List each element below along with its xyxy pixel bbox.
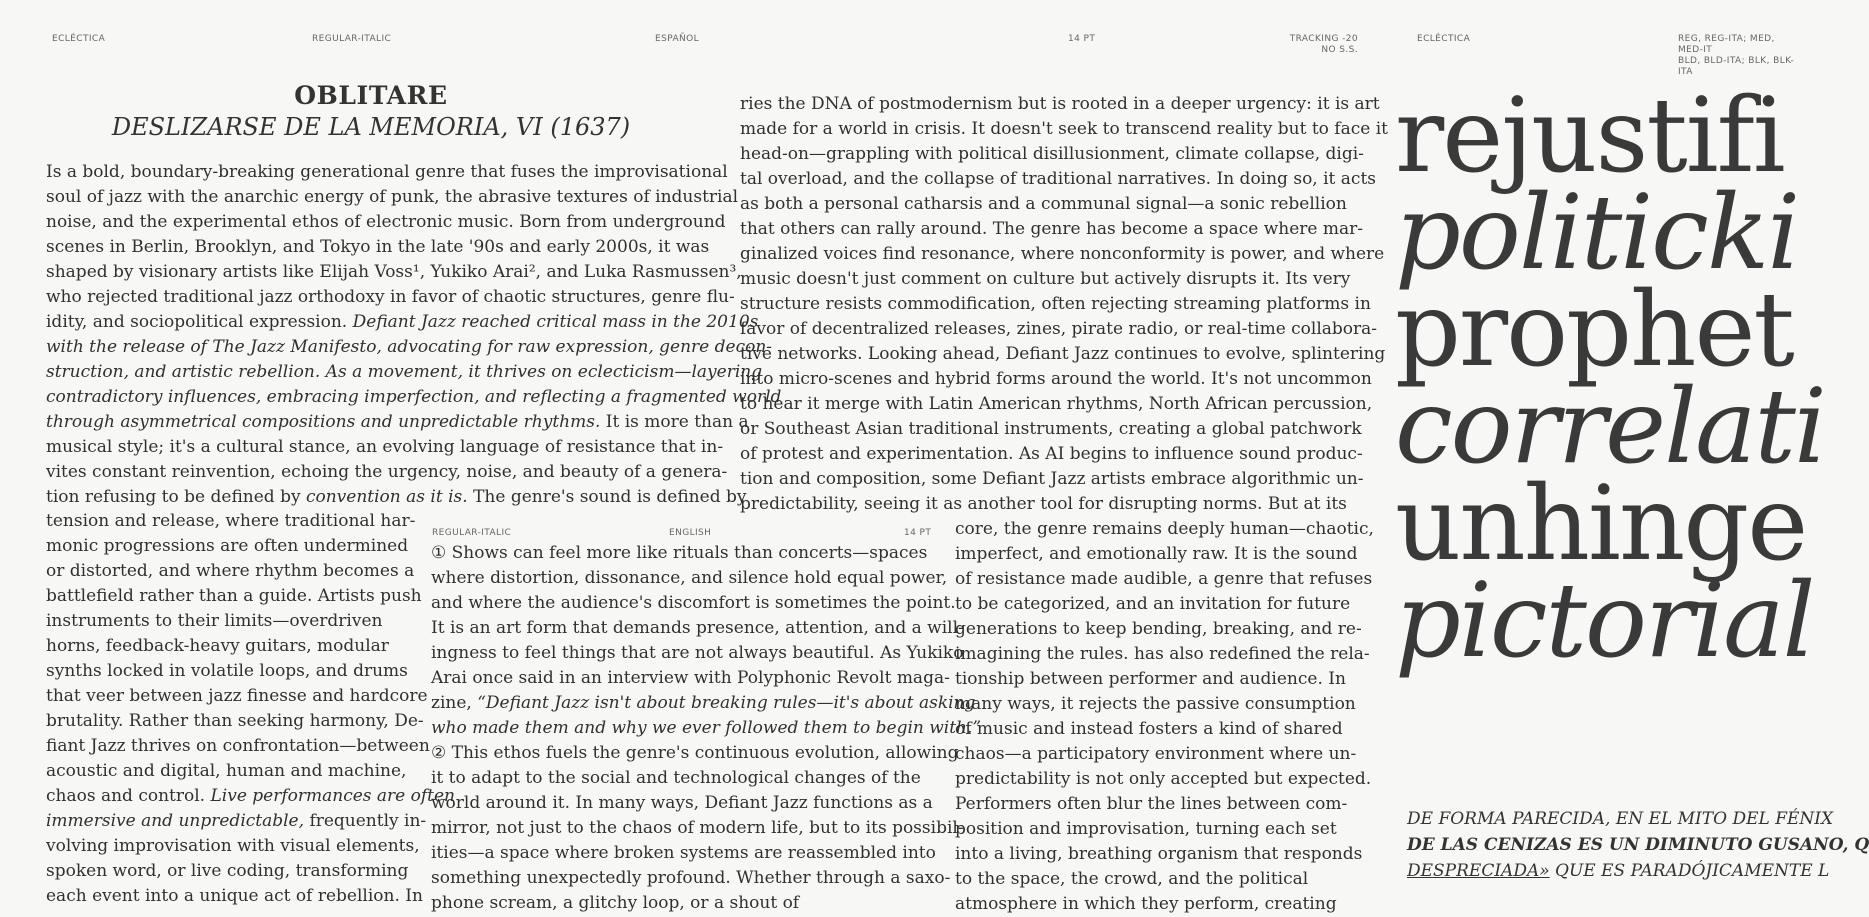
- body-line: Performers often blur the lines between com-: [955, 794, 1348, 814]
- body-line: each event into a unique act of rebellion. In: [46, 886, 423, 906]
- body-line: noise, and the experimental ethos of electronic music. Born from underground: [46, 212, 726, 232]
- body-line: ries the DNA of postmodernism but is rooted in a deeper urgency: it is art: [740, 94, 1380, 114]
- body-line: ② This ethos fuels the genre's continuous evolution, allowing: [431, 743, 959, 763]
- italic-text: Live performances are often: [210, 786, 456, 806]
- inset-size-label: 14 PT: [904, 528, 932, 538]
- column2-bottom: [955, 517, 1374, 914]
- display-word: rejustifi: [1395, 76, 1784, 196]
- body-line: of protest and experimentation. As AI begins to influence sound produc-: [740, 444, 1363, 464]
- body-line: structure resists commodification, often rejecting streaming platforms in: [740, 294, 1371, 314]
- column1-full: [46, 160, 782, 510]
- body-line: [46, 784, 456, 809]
- body-line: to the space, the crowd, and the political: [955, 869, 1309, 889]
- body-line: acoustic and digital, human and machine,: [46, 761, 407, 781]
- body-line: [431, 691, 976, 716]
- quote-text: who made them and why we ever followed them to begin with.”: [431, 718, 982, 738]
- body-line: mirror, not just to the chaos of modern life, but to its possibil-: [431, 818, 964, 838]
- body-line: predictability, seeing it as another tool for disrupting norms. But at its: [740, 494, 1347, 514]
- page-title: OBLITARE: [294, 81, 448, 110]
- body-line: it to adapt to the social and technological changes of the: [431, 768, 921, 788]
- caps-underlined: DESPRECIADA»: [1407, 861, 1550, 881]
- italic-text: struction, and artistic rebellion. As a movement, it thrives on eclecticism—layering: [46, 362, 763, 382]
- body-line: tension and release, where traditional har-: [46, 511, 416, 531]
- body-line: or distorted, and where rhythm becomes a: [46, 561, 415, 581]
- display-word: pictorial: [1395, 561, 1814, 681]
- tracking-value: TRACKING -20: [1289, 34, 1358, 44]
- body-line: [46, 385, 782, 410]
- body-line: [46, 310, 759, 335]
- caps-specimen: [1407, 806, 1869, 900]
- body-line: made for a world in crisis. It doesn't seek to transcend reality but to face it: [740, 119, 1388, 139]
- body-line: imagining the rules. has also redefined the rela-: [955, 644, 1370, 664]
- italic-text: through asymmetrical compositions and unpredictable rhythms.: [46, 412, 601, 432]
- body-line: something unexpectedly profound. Whether through a saxo-: [431, 868, 951, 888]
- body-line: spoken word, or live coding, transforming: [46, 861, 409, 881]
- body-line: into a living, breathing organism that responds: [955, 844, 1363, 864]
- italic-text: convention as it is.: [305, 487, 468, 507]
- body-line: [46, 410, 749, 435]
- style-label: REGULAR-ITALIC: [312, 34, 392, 44]
- body-line: music doesn't just comment on culture but actively disrupts it. Its very: [740, 269, 1351, 289]
- body-line: tion and composition, some Defiant Jazz artists embrace algorithmic un-: [740, 469, 1364, 489]
- right-styles-label: [1678, 34, 1800, 78]
- quote-text: “Defiant Jazz isn't about breaking rules—it's about asking: [477, 693, 976, 713]
- body-line: favor of decentralized releases, zines, pirate radio, or real-time collabora-: [740, 319, 1378, 339]
- inset-language-label: ENGLISH: [669, 528, 712, 538]
- body-line: Arai once said in an interview with Polyphonic Revolt maga-: [431, 668, 950, 688]
- body-line: scenes in Berlin, Brooklyn, and Tokyo in the late '90s and early 2000s, it was: [46, 237, 710, 257]
- body-line: position and improvisation, turning each set: [955, 819, 1337, 839]
- body-line: ginalized voices find resonance, where nonconformity is power, and where: [740, 244, 1385, 264]
- body-line: to hear it merge with Latin American rhythms, North African percussion,: [740, 394, 1373, 414]
- body-line: of music and instead fosters a kind of shared: [955, 719, 1343, 739]
- body-line: or Southeast Asian traditional instruments, creating a global patchwork: [740, 419, 1362, 439]
- body-line: core, the genre remains deeply human—chaotic,: [955, 519, 1374, 539]
- body-line: [46, 360, 763, 385]
- tracking-note: NO S.S.: [1321, 45, 1358, 55]
- body-line: [46, 485, 747, 510]
- body-line: chaos—a participatory environment where un-: [955, 744, 1357, 764]
- body-line: that others can rally around. The genre has become a space where mar-: [740, 219, 1363, 239]
- body-text: zine,: [431, 693, 472, 713]
- body-line: horns, feedback-heavy guitars, modular: [46, 636, 389, 656]
- italic-text: contradictory influences, embracing imperfection, and reflecting a fragmented world: [46, 387, 782, 407]
- body-line: to be categorized, and an invitation for future: [955, 594, 1351, 614]
- inset-column: [431, 541, 982, 913]
- body-line: It is an art form that demands presence, attention, and a will-: [431, 618, 964, 638]
- body-line: volving improvisation with visual elements,: [46, 836, 420, 856]
- body-line: tive networks. Looking ahead, Defiant Jazz continues to evolve, splintering: [740, 344, 1386, 364]
- body-line: [46, 335, 773, 360]
- body-line: head-on—grappling with political disillusionment, climate collapse, digi-: [740, 144, 1364, 164]
- italic-text: Defiant Jazz reached critical mass in the 2010s: [352, 312, 759, 332]
- body-line: who rejected traditional jazz orthodoxy in favor of chaotic structures, genre flu-: [46, 287, 735, 307]
- title-block: [46, 80, 696, 143]
- body-line: vites constant reinvention, echoing the urgency, noise, and beauty of a genera-: [46, 462, 728, 482]
- body-line: generations to keep bending, breaking, and re-: [955, 619, 1362, 639]
- right-styles-line2: BLD, BLD-ITA; BLK, BLK-ITA: [1678, 56, 1795, 77]
- body-line: musical style; it's a cultural stance, an evolving language of resistance that in-: [46, 437, 724, 457]
- body-text: frequently in-: [309, 811, 427, 831]
- display-word: correlati: [1395, 367, 1825, 487]
- body-line: brutality. Rather than seeking harmony, De-: [46, 711, 424, 731]
- column2-top: [740, 92, 1388, 517]
- body-line: monic progressions are often undermined: [46, 536, 409, 556]
- body-text: tion refusing to be defined by: [46, 487, 301, 507]
- display-word: politicki: [1395, 173, 1799, 293]
- caps-line: DE FORMA PARECIDA, EN EL MITO DEL FÉNIX: [1407, 809, 1834, 829]
- italic-text: immersive and unpredictable,: [46, 811, 305, 831]
- body-line: where distortion, dissonance, and silence hold equal power,: [431, 568, 948, 588]
- display-word: prophet: [1395, 270, 1793, 390]
- body-line: synths locked in volatile loops, and drums: [46, 661, 408, 681]
- inset-style-label: REGULAR-ITALIC: [432, 528, 512, 538]
- body-line: ingness to feel things that are not always beautiful. As Yukiko: [431, 643, 964, 663]
- body-line: shaped by visionary artists like Elijah Voss¹, Yukiko Arai², and Luka Rasmussen³,: [46, 262, 742, 282]
- page-subtitle: DESLIZARSE DE LA MEMORIA, VI (1637): [111, 113, 631, 141]
- body-line: into micro-scenes and hybrid forms around the world. It's not uncommon: [740, 369, 1372, 389]
- body-line: phone scream, a glitchy loop, or a shout of: [431, 893, 800, 913]
- body-line: as both a personal catharsis and a communal signal—a sonic rebellion: [740, 194, 1347, 214]
- body-line: ities—a space where broken systems are reassembled into: [431, 843, 936, 863]
- display-word: unhinge: [1395, 464, 1807, 584]
- tracking-label: [1240, 34, 1358, 56]
- body-line: many ways, it rejects the passive consumption: [955, 694, 1356, 714]
- body-line: world around it. In many ways, Defiant Jazz functions as a: [431, 793, 933, 813]
- body-line: instruments to their limits—overdriven: [46, 611, 383, 631]
- body-line: fiant Jazz thrives on confrontation—between: [46, 736, 430, 756]
- body-line: atmosphere in which they perform, creating: [955, 894, 1337, 914]
- body-text: The genre's sound is defined by: [473, 487, 747, 507]
- body-line: predictability is not only accepted but expected.: [955, 769, 1372, 789]
- body-line: tal overload, and the collapse of traditional narratives. In doing so, it acts: [740, 169, 1376, 189]
- body-text: It is more than a: [605, 412, 749, 432]
- display-specimen: [1395, 76, 1825, 798]
- italic-text: with the release of The Jazz Manifesto, advocating for raw expression, genre decon-: [46, 337, 773, 357]
- language-label: ESPAÑOL: [655, 34, 700, 44]
- font-name-label: ECLÉCTICA: [52, 34, 106, 44]
- body-line: [46, 809, 427, 834]
- body-text: chaos and control.: [46, 786, 206, 806]
- size-label: 14 PT: [1068, 34, 1096, 44]
- body-line: and where the audience's discomfort is sometimes the point.: [431, 593, 956, 613]
- right-font-name-label: ECLÉCTICA: [1417, 34, 1471, 44]
- body-line: of resistance made audible, a genre that refuses: [955, 569, 1373, 589]
- body-line: Is a bold, boundary-breaking generational genre that fuses the improvisational: [46, 162, 728, 182]
- caps-line-bold: DE LAS CENIZAS ES UN DIMINUTO GUSANO, Q: [1407, 835, 1869, 855]
- body-line: [431, 716, 982, 741]
- body-line: soul of jazz with the anarchic energy of punk, the abrasive textures of industrial: [46, 187, 739, 207]
- body-line: that veer between jazz finesse and hardcore: [46, 686, 428, 706]
- right-styles-line1: REG, REG-ITA; MED, MED-IT: [1678, 34, 1775, 55]
- caps-text: QUE ES PARADÓJICAMENTE L: [1549, 861, 1830, 881]
- body-line: battlefield rather than a guide. Artists push: [46, 586, 422, 606]
- body-line: tionship between performer and audience. In: [955, 669, 1346, 689]
- body-line: ① Shows can feel more like rituals than concerts—spaces: [431, 543, 928, 563]
- caps-line: [1407, 858, 1830, 884]
- body-line: imperfect, and emotionally raw. It is the sound: [955, 544, 1358, 564]
- body-text: idity, and sociopolitical expression.: [46, 312, 348, 332]
